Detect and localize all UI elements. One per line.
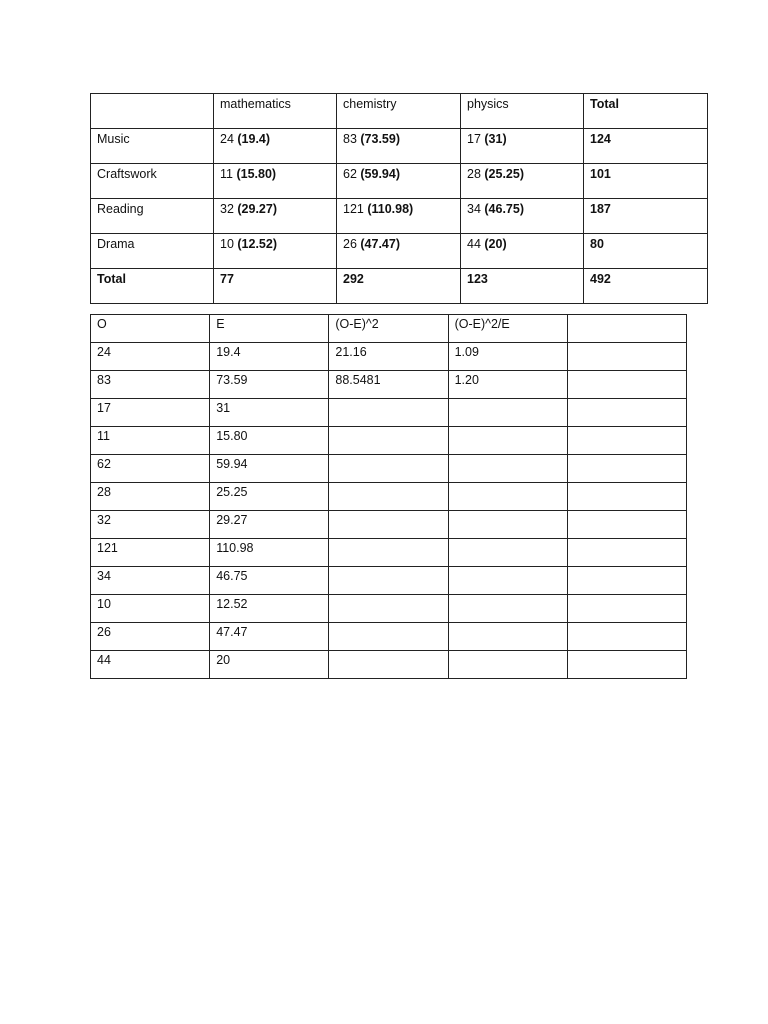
observed-value: 83 — [343, 132, 357, 146]
table-cell: 11 — [91, 427, 210, 455]
expected-value: (110.98) — [367, 202, 414, 216]
table-cell — [567, 427, 686, 455]
table-cell — [337, 199, 461, 234]
total-label: Total — [91, 269, 214, 304]
table-cell: 44 — [91, 651, 210, 679]
table-cell: 1.09 — [448, 343, 567, 371]
header-cell: physics — [461, 94, 584, 129]
header-cell: (O-E)^2/E — [448, 315, 567, 343]
observed-value: 26 — [343, 237, 357, 251]
table-cell — [329, 483, 448, 511]
table-cell — [461, 129, 584, 164]
table-cell — [448, 623, 567, 651]
table-cell: 15.80 — [210, 427, 329, 455]
table-row — [91, 567, 687, 595]
table-row — [91, 199, 708, 234]
table-cell: 26 — [91, 623, 210, 651]
chi-square-table — [90, 314, 687, 679]
table-cell: 62 — [91, 455, 210, 483]
table-cell: 88.5481 — [329, 371, 448, 399]
column-total: 77 — [214, 269, 337, 304]
expected-value: (12.52) — [237, 237, 277, 251]
table-cell — [329, 623, 448, 651]
header-cell: E — [210, 315, 329, 343]
header-cell: chemistry — [337, 94, 461, 129]
table-cell — [214, 199, 337, 234]
expected-value: (31) — [484, 132, 507, 146]
table-cell: 110.98 — [210, 539, 329, 567]
table-row — [91, 483, 687, 511]
table-cell — [448, 483, 567, 511]
table-row — [91, 511, 687, 539]
table-cell — [337, 129, 461, 164]
table-cell — [461, 234, 584, 269]
row-label: Music — [91, 129, 214, 164]
observed-value: 28 — [467, 167, 481, 181]
observed-value: 24 — [220, 132, 234, 146]
table-cell — [448, 595, 567, 623]
table-cell — [329, 539, 448, 567]
observed-value: 32 — [220, 202, 234, 216]
table-cell — [337, 234, 461, 269]
table-cell: 83 — [91, 371, 210, 399]
table-cell — [329, 567, 448, 595]
table-cell: 59.94 — [210, 455, 329, 483]
observed-value: 10 — [220, 237, 234, 251]
table-cell — [567, 511, 686, 539]
header-cell: (O-E)^2 — [329, 315, 448, 343]
table-cell — [567, 371, 686, 399]
observed-value: 34 — [467, 202, 481, 216]
expected-value: (25.25) — [484, 167, 524, 181]
table-cell: 1.20 — [448, 371, 567, 399]
table-cell — [448, 511, 567, 539]
table-cell: 31 — [210, 399, 329, 427]
row-total: 101 — [584, 164, 708, 199]
table-cell — [567, 455, 686, 483]
row-label: Drama — [91, 234, 214, 269]
row-label: Reading — [91, 199, 214, 234]
header-cell: mathematics — [214, 94, 337, 129]
table-cell: 34 — [91, 567, 210, 595]
table-header-row — [91, 94, 708, 129]
table-cell: 28 — [91, 483, 210, 511]
observed-value: 17 — [467, 132, 481, 146]
table-row — [91, 595, 687, 623]
table-cell: 20 — [210, 651, 329, 679]
table-cell — [329, 595, 448, 623]
table-cell — [567, 623, 686, 651]
table-cell — [567, 595, 686, 623]
table-cell: 46.75 — [210, 567, 329, 595]
table-cell: 25.25 — [210, 483, 329, 511]
observed-value: 44 — [467, 237, 481, 251]
table-cell: 24 — [91, 343, 210, 371]
table-cell: 17 — [91, 399, 210, 427]
table-row — [91, 651, 687, 679]
expected-value: (20) — [484, 237, 507, 251]
table-cell — [567, 399, 686, 427]
observed-value: 11 — [220, 167, 233, 181]
table-row — [91, 399, 687, 427]
table-row — [91, 455, 687, 483]
row-total: 187 — [584, 199, 708, 234]
expected-value: (46.75) — [484, 202, 524, 216]
table-cell — [214, 129, 337, 164]
expected-value: (19.4) — [237, 132, 271, 146]
table-cell: 12.52 — [210, 595, 329, 623]
table-cell: 29.27 — [210, 511, 329, 539]
table-cell: 121 — [91, 539, 210, 567]
expected-value: (47.47) — [360, 237, 400, 251]
table-row — [91, 427, 687, 455]
table-cell — [567, 539, 686, 567]
table-cell — [567, 343, 686, 371]
table-row — [91, 164, 708, 199]
table-row — [91, 129, 708, 164]
row-total: 80 — [584, 234, 708, 269]
table-cell — [448, 427, 567, 455]
table-cell: 21.16 — [329, 343, 448, 371]
table-cell: 73.59 — [210, 371, 329, 399]
expected-value: (59.94) — [360, 167, 400, 181]
table-cell — [329, 511, 448, 539]
table-cell — [329, 399, 448, 427]
contingency-table — [90, 93, 708, 304]
total-row — [91, 269, 708, 304]
table-cell: 19.4 — [210, 343, 329, 371]
table-cell — [448, 567, 567, 595]
expected-value: (73.59) — [360, 132, 400, 146]
header-cell — [567, 315, 686, 343]
expected-value: (15.80) — [236, 167, 277, 181]
table-cell — [461, 164, 584, 199]
table-cell — [461, 199, 584, 234]
column-total: 492 — [584, 269, 708, 304]
row-label: Craftswork — [91, 164, 214, 199]
table-row — [91, 371, 687, 399]
table-cell — [448, 539, 567, 567]
table-cell — [214, 234, 337, 269]
expected-value: (29.27) — [237, 202, 277, 216]
row-total: 124 — [584, 129, 708, 164]
table-cell — [567, 483, 686, 511]
column-total: 123 — [461, 269, 584, 304]
column-total: 292 — [337, 269, 461, 304]
table-cell — [448, 399, 567, 427]
table-cell — [448, 455, 567, 483]
table-row — [91, 539, 687, 567]
table-cell: 10 — [91, 595, 210, 623]
table-cell — [329, 427, 448, 455]
table-cell: 32 — [91, 511, 210, 539]
table-row — [91, 234, 708, 269]
header-cell — [91, 94, 214, 129]
table-cell — [567, 651, 686, 679]
table-header-row — [91, 315, 687, 343]
table-cell — [448, 651, 567, 679]
header-cell: Total — [584, 94, 708, 129]
table-row — [91, 623, 687, 651]
table-cell: 47.47 — [210, 623, 329, 651]
table-cell — [214, 164, 337, 199]
table-row — [91, 343, 687, 371]
header-cell: O — [91, 315, 210, 343]
table-cell — [337, 164, 461, 199]
table-cell — [329, 651, 448, 679]
observed-value: 121 — [343, 202, 364, 216]
table-cell — [567, 567, 686, 595]
observed-value: 62 — [343, 167, 357, 181]
table-cell — [329, 455, 448, 483]
